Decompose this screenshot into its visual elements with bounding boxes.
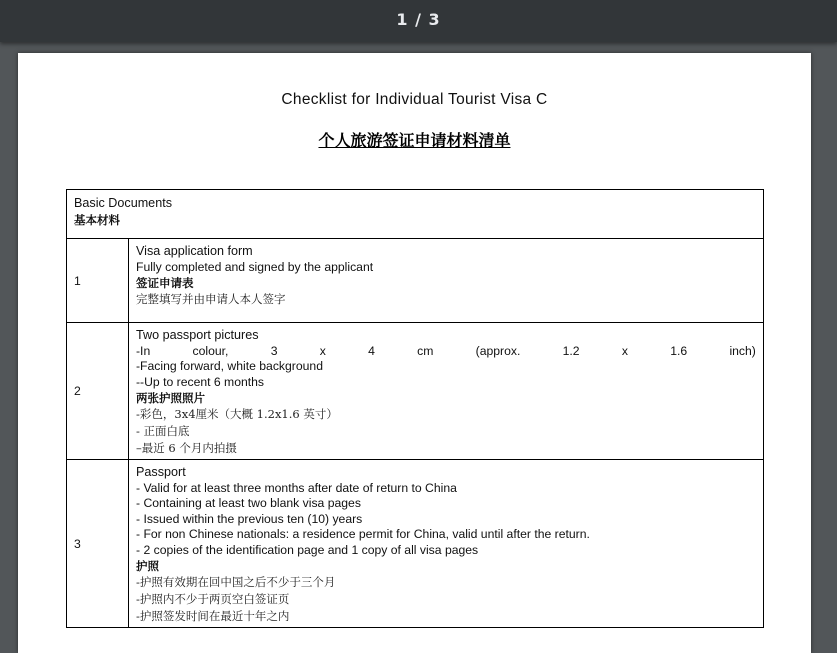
- document-subtitle: 个人旅游签证申请材料清单: [318, 131, 511, 150]
- item-heading-en: Visa application form: [136, 244, 253, 258]
- item-line-zh: -彩色，3x4厘米（大概 1.2x1.6 英寸）: [136, 407, 338, 421]
- justified-word: 1.6: [670, 343, 688, 358]
- item-heading-en: Passport: [136, 465, 186, 479]
- section-header-row: [67, 190, 764, 239]
- item-heading-zh: 签证申请表: [136, 276, 194, 290]
- row-content: [129, 239, 764, 323]
- item-line-en: - Valid for at least three months after date of return to China: [136, 480, 457, 495]
- justified-word: 1.2: [562, 343, 580, 358]
- pdf-page: [18, 53, 811, 653]
- item-line-zh: -护照有效期在回中国之后不少于三个月: [136, 575, 336, 589]
- item-line-en: - Issued within the previous ten (10) years: [136, 511, 363, 526]
- item-line-en: - For non Chinese nationals: a residence permit for China, valid until after the return.: [136, 527, 590, 541]
- item-line-en: Fully completed and signed by the applicant: [136, 259, 374, 274]
- justified-word: colour,: [192, 343, 229, 358]
- table-row: [67, 323, 764, 460]
- justified-word: (approx.: [475, 343, 521, 358]
- item-line-zh: - 正面白底: [136, 424, 190, 438]
- section-label-zh: 基本材料: [74, 212, 120, 227]
- row-content: [129, 323, 764, 460]
- justified-word: inch): [729, 343, 756, 358]
- row-content: [129, 460, 764, 628]
- justified-word: x: [319, 343, 326, 358]
- item-line-zh: -护照内不少于两页空白签证页: [136, 592, 290, 606]
- item-line-en: - 2 copies of the identification page and 1 copy of all visa pages: [136, 542, 479, 557]
- table-row: [67, 460, 764, 628]
- item-line-zh: -护照签发时间在最近十年之内: [136, 609, 290, 623]
- justified-word: x: [621, 343, 628, 358]
- item-heading-zh: 两张护照照片: [136, 391, 205, 405]
- section-label-en: Basic Documents: [74, 196, 172, 210]
- justified-word: 4: [368, 343, 375, 358]
- item-line-zh: –最近 6 个月内拍摄: [136, 441, 237, 455]
- pdf-viewer[interactable]: [0, 42, 837, 623]
- row-number: 1: [67, 239, 129, 323]
- item-heading-en: Two passport pictures: [136, 328, 259, 342]
- item-heading-zh: 护照: [136, 559, 159, 573]
- justified-word: cm: [417, 343, 434, 358]
- item-line-en: --Up to recent 6 months: [136, 374, 265, 389]
- checklist-table: [66, 189, 764, 628]
- row-number: 3: [67, 460, 129, 628]
- item-line-en: -Facing forward, white background: [136, 359, 323, 373]
- item-line-zh: 完整填写并由申请人本人签字: [136, 292, 286, 306]
- pdf-toolbar: [0, 0, 837, 42]
- document-title: Checklist for Individual Tourist Visa C: [281, 91, 548, 108]
- justified-word: 3: [270, 343, 278, 358]
- row-number: 2: [67, 323, 129, 460]
- justified-word: -In: [136, 343, 151, 358]
- item-line-en: - Containing at least two blank visa pages: [136, 496, 361, 510]
- section-header-cell: [67, 190, 764, 239]
- page-counter: 1 / 3: [396, 10, 441, 29]
- item-line-justified: [136, 344, 756, 360]
- table-row: [67, 239, 764, 323]
